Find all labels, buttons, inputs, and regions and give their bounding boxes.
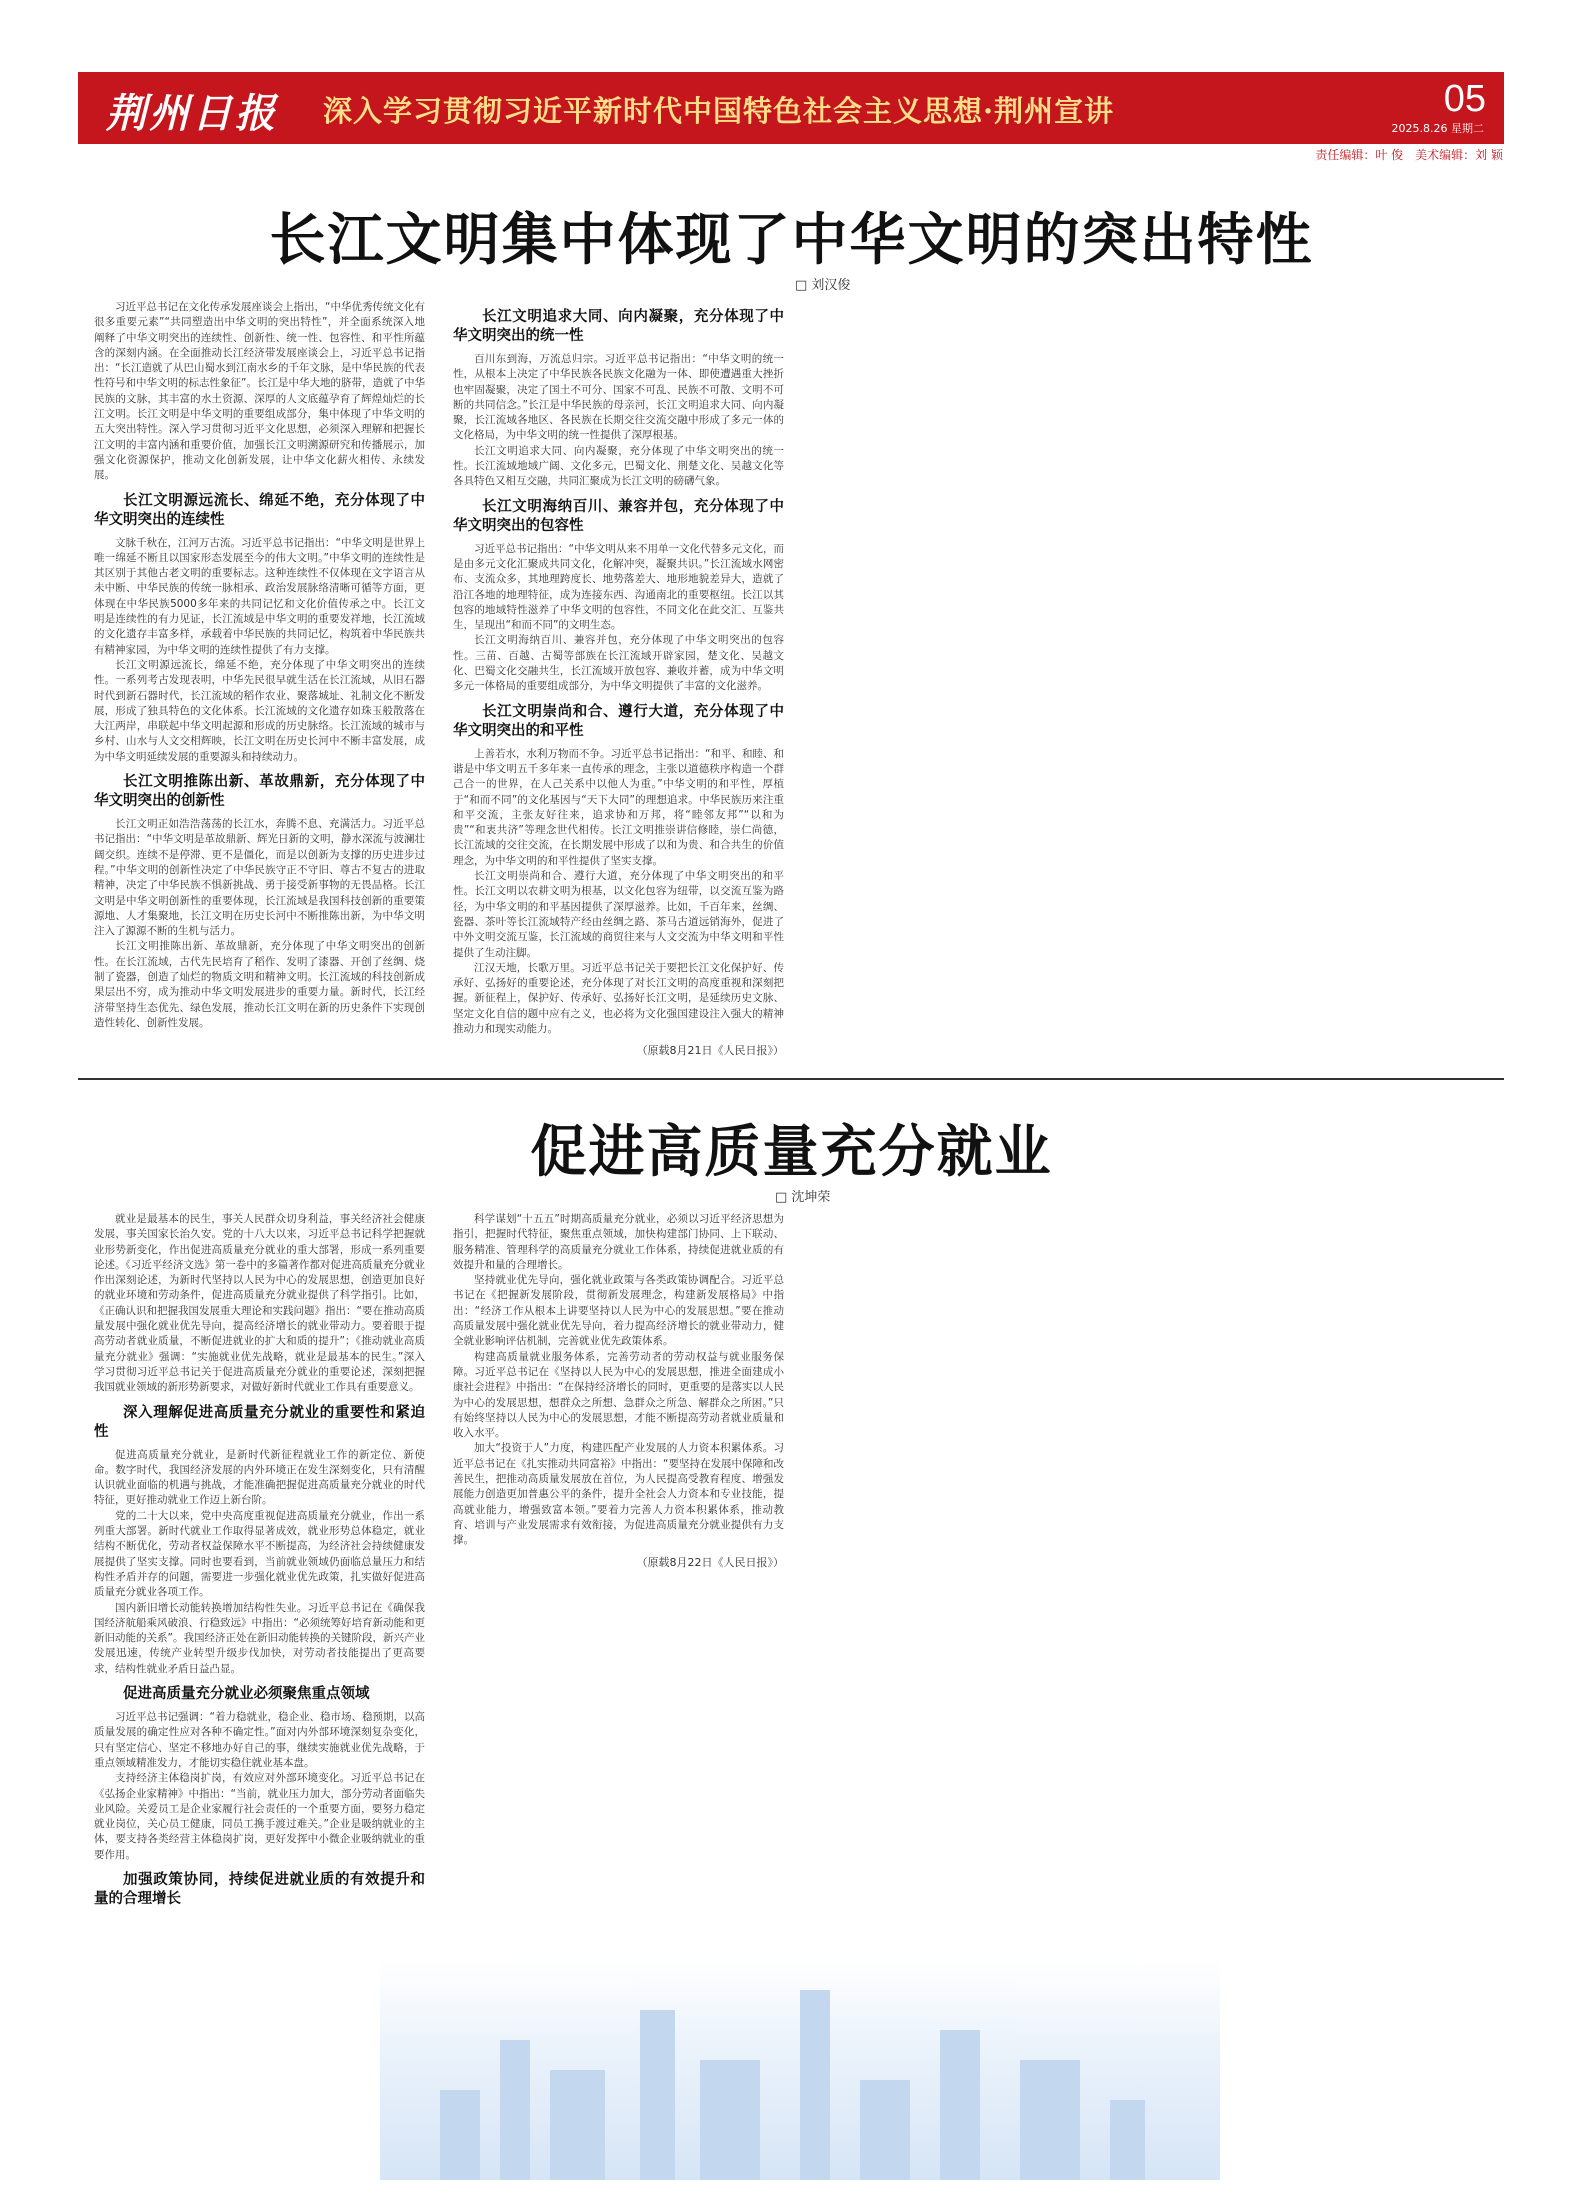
- body-paragraph: 长江文明海纳百川、兼容并包，充分体现了中华文明突出的包容性。三苗、百越、古蜀等部族在长江流域开辟家园，楚文化、吴越文化、巴蜀文化交融共生，长江流域开放包容、兼收并蓄，成为中华文明多元一体格局的重要组成部分，为中华文明提供了丰富的文化滋养。: [453, 634, 784, 693]
- article2-column: [453, 1212, 784, 1957]
- body-paragraph: 构建高质量就业服务体系，完善劳动者的劳动权益与就业服务保障。习近平总书记在《坚持以人民为中心的发展思想，推进全面建成小康社会进程》中指出：“在保持经济增长的同时，更重要的是落实以人民为中心的发展思想，想群众之所想、急群众之所急、解群众之所困。”只有始终坚持以人民为中心的发展思想，才能不断提高劳动者就业质量和收入水平。: [453, 1350, 784, 1440]
- body-paragraph: 支持经济主体稳岗扩岗，有效应对外部环境变化。习近平总书记在《弘扬企业家精神》中指出：“当前，就业压力加大，部分劳动者面临失业风险。关爱员工是企业家履行社会责任的一个重要方面，要努力稳定就业岗位，关心员工健康，同员工携手渡过难关。”企业是吸纳就业的主体，要支持各类经营主体稳岗扩岗，更好发挥中小微企业吸纳就业的重要作用。: [94, 1772, 425, 1861]
- body-paragraph: 习近平总书记指出：“中华文明从来不用单一文化代替多元文化，而是由多元文化汇聚成共同文化，化解冲突，凝聚共识。”长江流域水网密布、支流众多，其地理跨度长、地势落差大、地形地貌差异大，造就了沿江各地的地理特征，成为连接东西、沟通南北的重要枢纽。长江以其包容的地域特性滋养了中华文明的包容性，不同文化在此交汇、互鉴共生，呈现出“和而不同”的文明生态。: [453, 542, 784, 632]
- body-paragraph: 促进高质量充分就业，是新时代新征程就业工作的新定位、新使命。数字时代，我国经济发展的内外环境正在发生深刻变化，只有清醒认识就业面临的机遇与挑战，才能准确把握促进高质量充分就业的时代特征，更好推动就业工作迈上新台阶。: [94, 1448, 425, 1507]
- page-number: 05: [1443, 78, 1486, 120]
- article1-title: 长江文明集中体现了中华文明的突出特性: [269, 207, 1314, 273]
- body-paragraph: 科学谋划“十五五”时期高质量充分就业，必须以习近平经济思想为指引，把握时代特征，聚焦重点领域，加快构建部门协同、上下联动、服务精准、管理科学的高质量充分就业工作体系，持续促进就业质的有效提升和量的合理增长。: [453, 1213, 784, 1271]
- issue-date: 2025.8.26 星期二: [1391, 122, 1484, 135]
- section-heading: 长江文明追求大同、向内凝聚，充分体现了中华文明突出的统一性: [453, 309, 784, 344]
- article2-column: [94, 1212, 425, 1957]
- body-paragraph: 习近平总书记在文化传承发展座谈会上指出，“中华优秀传统文化有很多重要元素”“共同塑造出中华文明的突出特性”，并全面系统深入地阐释了中华文明突出的连续性、创新性、统一性、包容性、和平性所蕴含的深刻内涵。在全面推动长江经济带发展座谈会上，习近平总书记指出：“长江造就了从巴山蜀水到江南水乡的千年文脉，是中华民族的代表性符号和中华文明的标志性象征”。长江是中华大地的脐带，造就了中华民族的文脉，其丰富的水土资源、深厚的人文底蕴孕育了辉煌灿烂的长江文明。长江文明是中华文明的重要组成部分，集中体现了中华文明的五大突出特性。深入学习贯彻习近平文化思想，必须深入理解和把握长江文明的丰富内涵和重要价值，加强长江文明溯源研究和传播展示，加强文化资源保护，推动文化创新发展，让中华文化薪火相传、永续发展。: [94, 301, 425, 482]
- article2-column: [1171, 1212, 1502, 1957]
- article2-column: [812, 1212, 1143, 1957]
- section-divider: [78, 1078, 1504, 1080]
- article1-column: [1171, 300, 1502, 1060]
- section-heading: 长江文明崇尚和合、遵行大道，充分体现了中华文明突出的和平性: [453, 703, 784, 739]
- section-heading: 长江文明推陈出新、革故鼎新，充分体现了中华文明突出的创新性: [94, 774, 425, 810]
- source-credit: （原载8月21日《人民日报》）: [636, 1044, 784, 1058]
- article1-column: [94, 300, 425, 1060]
- body-paragraph: 文脉千秋在，江河万古流。习近平总书记指出：“中华文明是世界上唯一绵延不断且以国家形态发展至今的伟大文明。”中华文明的连续性是其区别于其他古老文明的重要标志。这种连续性不仅体现在文字语言从未中断、中华民族的传统一脉相承、政治发展脉络清晰可循等方面，更体现在中华民族5000多年来的共同记忆和文化价值传承之中。长江文明是连续性的有力见证，长江流域是中华文明的重要发祥地，长江流域的文化遗存丰富多样，承载着中华民族的共同记忆，构筑着中华民族共有精神家园，为中华文明的连续性提供了有力支撑。: [94, 536, 425, 656]
- article2-byline: □ 沈坤荣: [775, 1190, 831, 1205]
- body-paragraph: 百川东到海，万流总归宗。习近平总书记指出：“中华文明的统一性，从根本上决定了中华民族各民族文化融为一体、即使遭遇重大挫折也牢固凝聚，决定了国土不可分、国家不可乱、民族不可散、文明不可断的共同信念。”长江是中华民族的母亲河，长江文明追求大同、向内凝聚，长江流域各地区、各民族在长期交往交流交融中形成了多元一体的文化格局，为中华文明的统一性提供了深厚根基。: [453, 353, 784, 442]
- body-paragraph: 国内新旧增长动能转换增加结构性失业。习近平总书记在《确保我国经济航船乘风破浪、行稳致远》中指出：“必须统筹好培育新动能和更新旧动能的关系”。我国经济正处在新旧动能转换的关键阶段，新兴产业发展迅速，传统产业转型升级步伐加快，对劳动者技能提出了更高要求，结构性就业矛盾日益凸显。: [94, 1601, 425, 1675]
- page-slogan: 深入学习贯彻习近平新时代中国特色社会主义思想·荆州宣讲: [323, 94, 1115, 128]
- article1-byline: □ 刘汉俊: [795, 278, 851, 293]
- body-paragraph: 长江文明追求大同、向内凝聚，充分体现了中华文明突出的统一性。长江流域地域广阔、文化多元，巴蜀文化、荆楚文化、吴越文化等各具特色又相互交融，共同汇聚成为长江文明的磅礴气象。: [453, 444, 784, 488]
- article1-body: [94, 300, 1502, 1060]
- skyline-illustration: [380, 1960, 1220, 2180]
- section-heading: 加强政策协同，持续促进就业质的有效提升和量的合理增长: [94, 1871, 425, 1907]
- body-paragraph: 习近平总书记强调：“着力稳就业，稳企业、稳市场、稳预期，以高质量发展的确定性应对各种不确定性。”面对内外部环境深刻复杂变化，只有坚定信心、坚定不移地办好自己的事，继续实施就业优先战略，于重点领域精准发力，才能切实稳住就业基本盘。: [94, 1711, 425, 1769]
- body-paragraph: 加大“投资于人”力度，构建匹配产业发展的人力资本积累体系。习近平总书记在《扎实推动共同富裕》中指出：“要坚持在发展中保障和改善民生，把推动高质量发展放在首位，为人民提高受教育程度、增强发展能力创造更加普惠公平的条件，提升全社会人力资本和专业技能，提高就业能力，增强致富本领。”要着力完善人力资本积累体系，推动教育、培训与产业发展需求有效衔接，为促进高质量充分就业提供有力支撑。: [453, 1442, 784, 1547]
- section-heading: 深入理解促进高质量充分就业的重要性和紧迫性: [94, 1404, 425, 1440]
- newspaper-logo: 荆州日报: [106, 90, 278, 137]
- section-heading: 长江文明海纳百川、兼容并包，充分体现了中华文明突出的包容性: [453, 498, 784, 534]
- body-paragraph: 长江文明推陈出新、革故鼎新，充分体现了中华文明突出的创新性。在长江流域，古代先民培育了稻作、发明了漆器、开创了丝绸、烧制了瓷器，创造了灿烂的物质文明和精神文明。长江流域的科技创新成果层出不穷，成为推动中华文明发展进步的重要力量。新时代，长江经济带坚持生态优先、绿色发展，推动长江文明在新的历史条件下实现创造性转化、创新性发展。: [94, 940, 425, 1029]
- body-paragraph: 上善若水，水利万物而不争。习近平总书记指出：“和平、和睦、和谐是中华文明五千多年来一直传承的理念，主张以道德秩序构造一个群己合一的世界，在人己关系中以他人为重。”中华文明的和平性，厚植于“和而不同”的文化基因与“天下大同”的理想追求。中华民族历来注重和平交流，主张友好往来，追求协和万邦，将“睦邻友邦”“以和为贵”“和衷共济”等理念世代相传。长江文明推崇讲信修睦，崇仁尚德，长江流域的交往交流，在长期发展中形成了以和为贵、和合共生的价值理念，为中华文明的和平性提供了坚实支撑。: [453, 747, 784, 867]
- body-paragraph: 长江文明崇尚和合、遵行大道，充分体现了中华文明突出的和平性。长江文明以农耕文明为根基，以文化包容为纽带，以交流互鉴为路径，为中华文明的和平基因提供了深厚滋养。比如，千百年来，丝绸、瓷器、茶叶等长江流域特产经由丝绸之路、茶马古道远销海外，促进了中外文明交流互鉴，长江流域的商贸往来与人文交流为中华文明和平性提供了生动注脚。: [453, 870, 784, 959]
- body-paragraph: 党的二十大以来，党中央高度重视促进高质量充分就业，作出一系列重大部署。新时代就业工作取得显著成效，就业形势总体稳定，就业结构不断优化，劳动者权益保障水平不断提高，为经济社会持续健康发展提供了坚实支撑。同时也要看到，当前就业领域仍面临总量压力和结构性矛盾并存的问题，需要进一步强化就业优先政策，扎实做好促进高质量充分就业各项工作。: [94, 1509, 425, 1599]
- body-paragraph: 坚持就业优先导向，强化就业政策与各类政策协调配合。习近平总书记在《把握新发展阶段，贯彻新发展理念，构建新发展格局》中指出：“经济工作从根本上讲要坚持以人民为中心的发展思想。”要在推动高质量发展中强化就业优先导向，着力提高经济增长的就业带动力，健全就业影响评估机制，完善就业优先政策体系。: [453, 1274, 784, 1348]
- body-paragraph: 江汉天地，长歌万里。习近平总书记关于要把长江文化保护好、传承好、弘扬好的重要论述，充分体现了对长江文明的高度重视和深刻把握。新征程上，保护好、传承好、弘扬好长江文明，是延续历史文脉、坚定文化自信的题中应有之义，也必将为文化强国建设注入强大的精神推动力和现实动能力。: [453, 961, 784, 1035]
- source-credit: （原载8月22日《人民日报》）: [636, 1555, 784, 1569]
- body-paragraph: 就业是最基本的民生，事关人民群众切身利益，事关经济社会健康发展，事关国家长治久安。党的十八大以来，习近平总书记科学把握就业形势新变化，作出促进高质量充分就业的重大部署，形成一系列重要论述。《习近平经济文选》第一卷中的多篇著作都对促进高质量充分就业作出深刻论述，为新时代坚持以人民为中心的发展思想，创造更加良好的就业环境和劳动条件，促进高质量充分就业提供了科学指引。比如，《正确认识和把握我国发展重大理论和实践问题》指出：“要在推动高质量发展中强化就业优先导向，提高经济增长的就业带动力。要着眼于提高劳动者就业质量，不断促进就业的扩大和质的提升”；《推动就业高质量充分就业》强调：“实施就业优先战略，就业是最基本的民生。”深入学习贯彻习近平总书记关于促进高质量充分就业的重要论述，深刻把握我国就业领域的新形势新要求，对做好新时代就业工作具有重要意义。: [94, 1213, 425, 1394]
- article2-title: 促进高质量充分就业: [530, 1119, 1053, 1185]
- editor-credits: 责任编辑：叶 俊 美术编辑：刘 颖: [1315, 148, 1503, 162]
- section-heading: 促进高质量充分就业必须聚焦重点领域: [123, 1686, 370, 1703]
- body-paragraph: 长江文明源远流长，绵延不绝，充分体现了中华文明突出的连续性。一系列考古发现表明，中华先民很早就生活在长江流域，从旧石器时代到新石器时代，长江流域的稻作农业、聚落城址、礼制文化不断发展，形成了独具特色的文化体系。长江流域的文化遗存如珠玉般散落在大江两岸，串联起中华文明起源和形成的历史脉络。长江流域的城市与乡村、山水与人文交相辉映，长江文明在历史长河中不断丰富发展，成为中华文明延续发展的重要源头和持续动力。: [94, 658, 425, 763]
- article1-column: [453, 300, 784, 1060]
- article1-column: [812, 300, 1143, 1060]
- body-paragraph: 长江文明正如浩浩荡荡的长江水，奔腾不息、充满活力。习近平总书记指出：“中华文明是革故鼎新、辉光日新的文明，静水深流与波澜壮阔交织。连续不是停滞、更不是僵化，而是以创新为支撑的历史进步过程。”中华文明的创新性决定了中华民族守正不守旧、尊古不复古的进取精神，决定了中华民族不惧新挑战、勇于接受新事物的无畏品格。长江文明是中华文明创新性的重要体现，长江流域是我国科技创新的重要策源地、人才集聚地，长江文明在历史长河中不断推陈出新，为中华文明注入了源源不断的生机与活力。: [94, 818, 425, 938]
- masthead: [78, 72, 1504, 144]
- section-heading: 长江文明源远流长、绵延不绝，充分体现了中华文明突出的连续性: [94, 492, 425, 528]
- article2-body: [94, 1212, 1502, 1957]
